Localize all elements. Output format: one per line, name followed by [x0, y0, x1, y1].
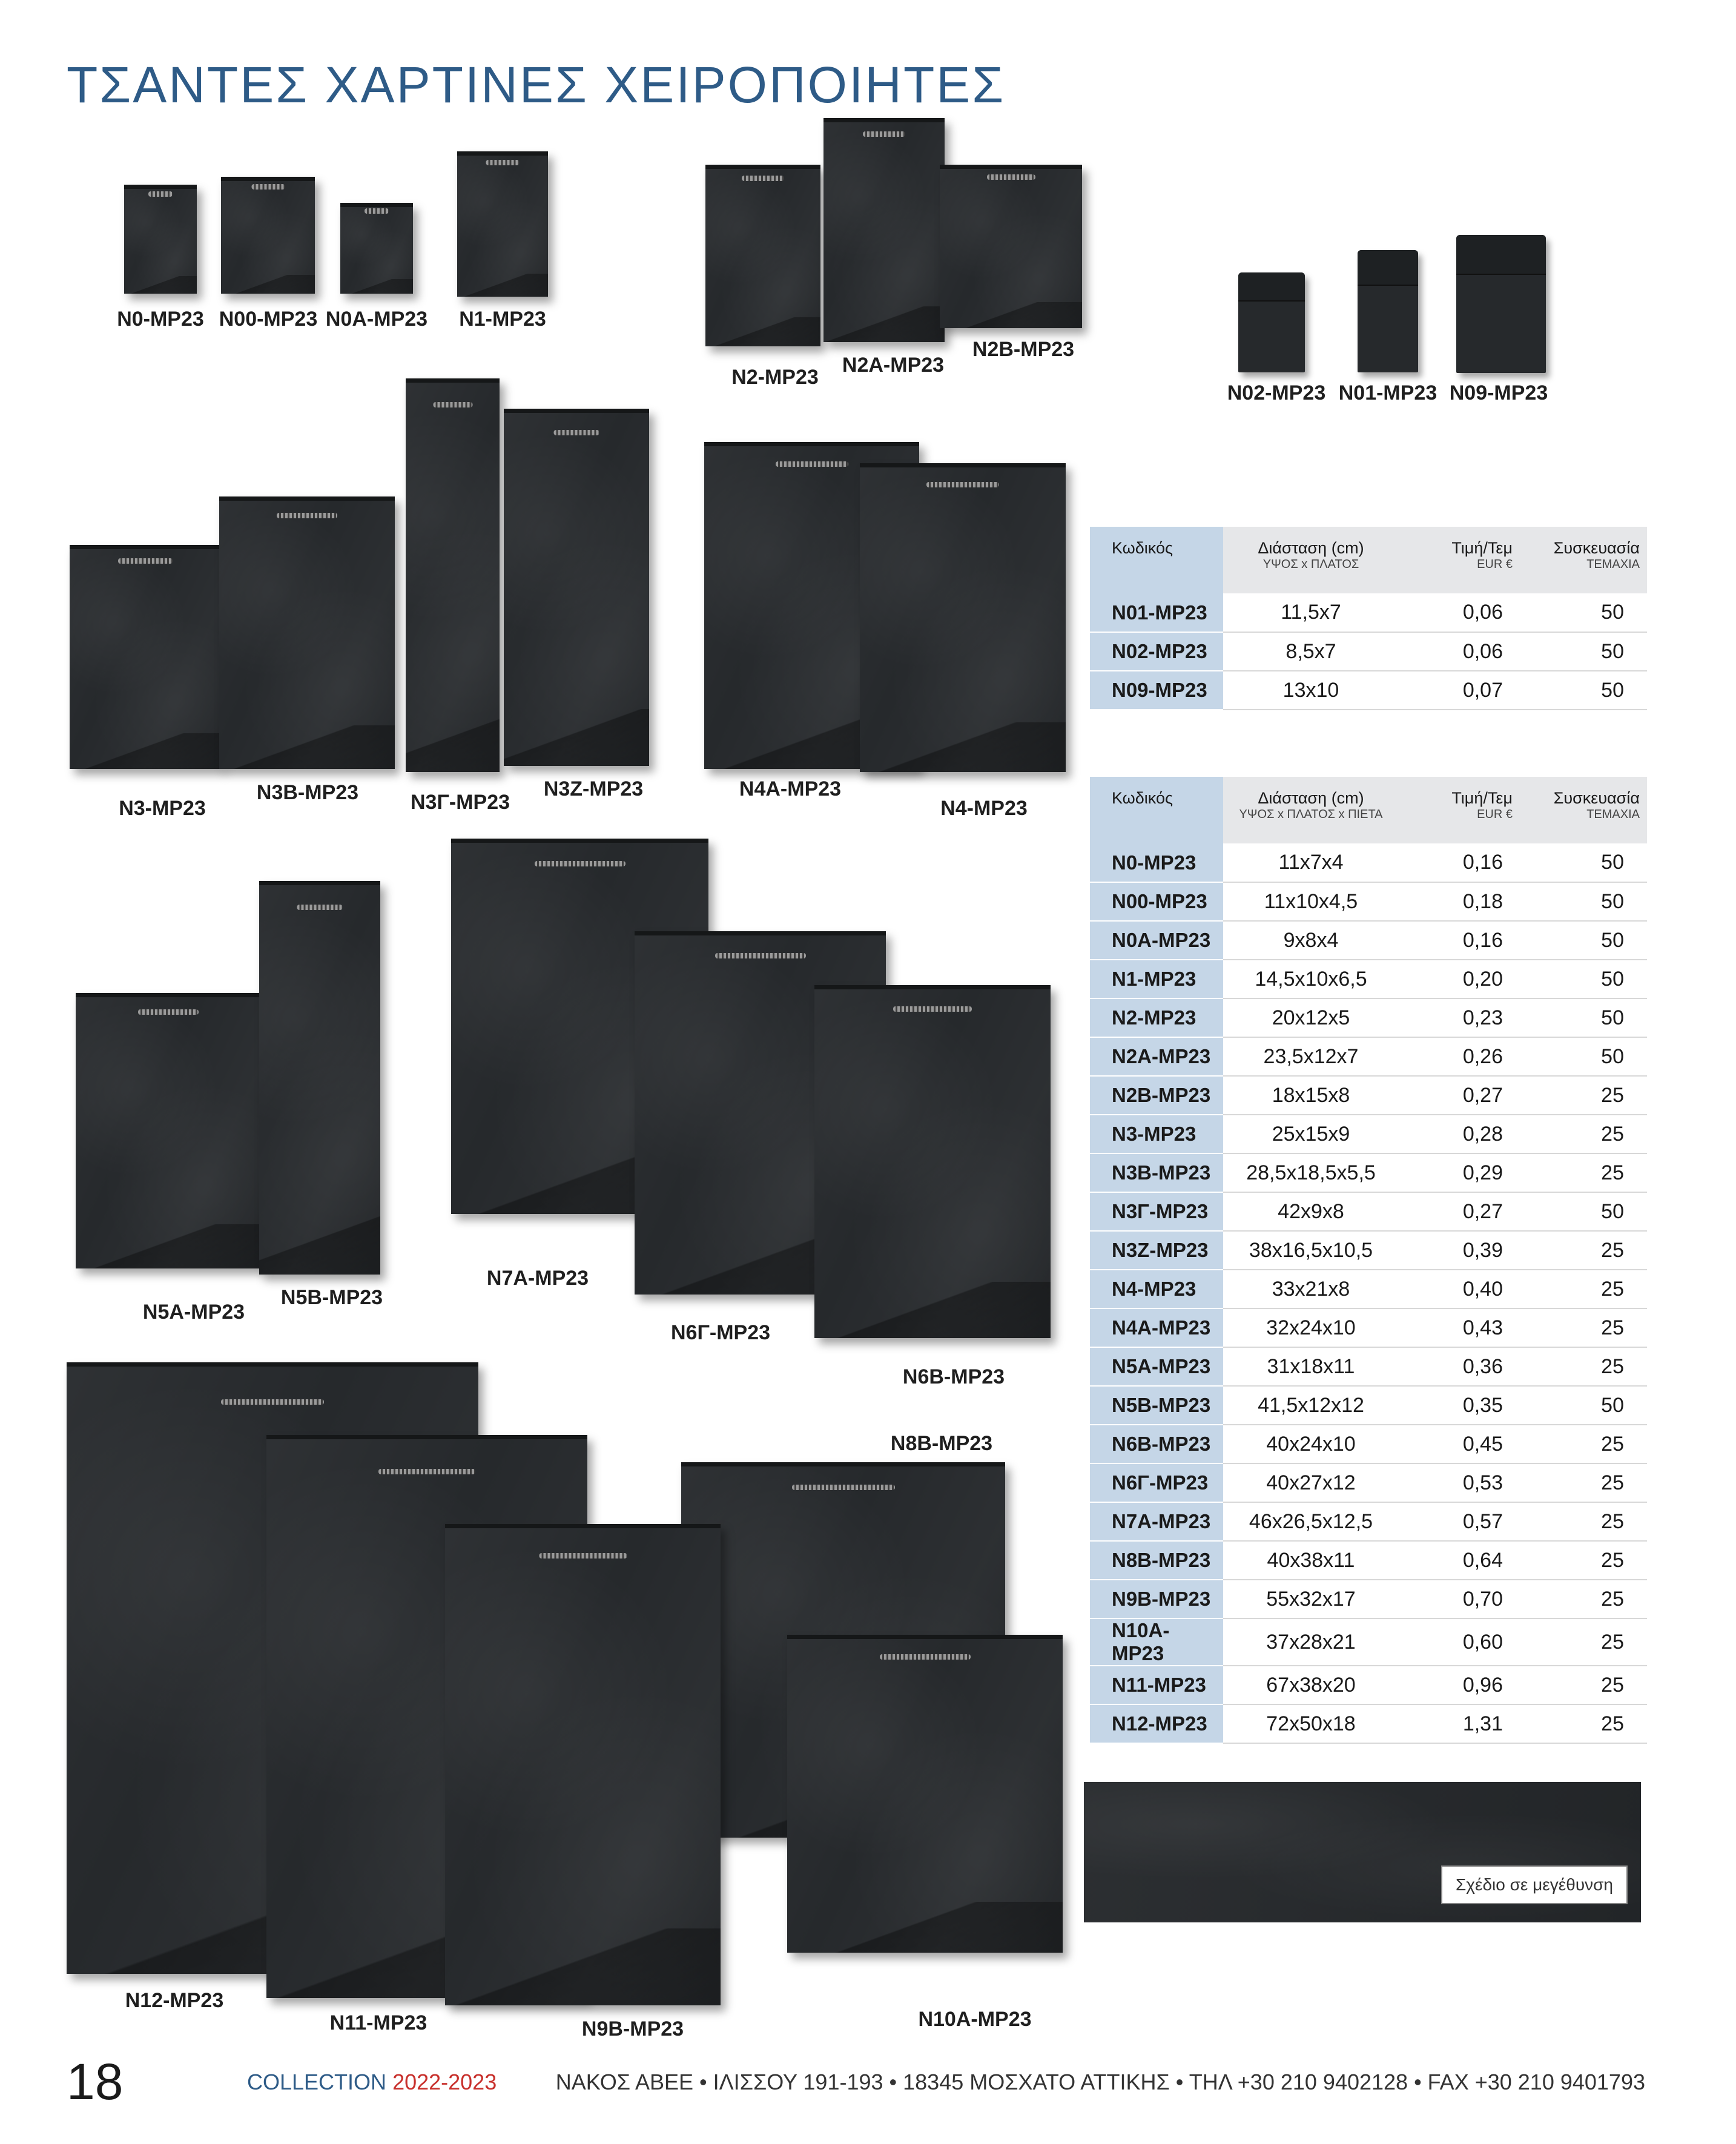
col-header-pack — [1520, 777, 1647, 843]
cell-price: 0,40 — [1399, 1270, 1520, 1308]
cell-price: 0,29 — [1399, 1153, 1520, 1192]
table-row — [1090, 1076, 1647, 1115]
price-header-label: Τιμή/Τεμ — [1451, 539, 1513, 557]
dimension-header-label: Διάσταση (cm) — [1258, 539, 1364, 557]
cell-code: N12-MP23 — [1090, 1704, 1223, 1743]
table-row — [1090, 671, 1647, 710]
cell-dimension: 20x12x5 — [1223, 998, 1399, 1037]
col-header-code: Κωδικός — [1090, 777, 1223, 843]
cell-code: N7A-MP23 — [1090, 1502, 1223, 1541]
product-label: N7A-MP23 — [486, 1267, 589, 1290]
cell-pack: 50 — [1520, 921, 1647, 960]
product-label: N3Z-MP23 — [543, 777, 644, 800]
cell-code: N3Z-MP23 — [1090, 1231, 1223, 1270]
footer-collection — [247, 2070, 497, 2095]
cell-pack: 50 — [1520, 1192, 1647, 1231]
cell-pack: 25 — [1520, 1347, 1647, 1386]
cell-price: 0,45 — [1399, 1425, 1520, 1463]
product-label: N2B-MP23 — [972, 338, 1075, 361]
cell-code: N5B-MP23 — [1090, 1386, 1223, 1425]
cell-price: 0,06 — [1399, 593, 1520, 632]
cell-price: 0,36 — [1399, 1347, 1520, 1386]
cell-code: N3Γ-MP23 — [1090, 1192, 1223, 1231]
product-label: N00-MP23 — [219, 308, 318, 331]
bag-n3z-image — [504, 409, 649, 766]
product-label: N02-MP23 — [1227, 381, 1326, 404]
col-header-price — [1399, 527, 1520, 593]
cell-dimension: 40x24x10 — [1223, 1425, 1399, 1463]
table-row — [1090, 1115, 1647, 1153]
table-row — [1090, 632, 1647, 671]
bag-n3g-image — [406, 378, 500, 772]
col-header-code: Κωδικός — [1090, 527, 1223, 593]
cell-dimension: 13x10 — [1223, 671, 1399, 710]
col-header-dimension — [1223, 777, 1399, 843]
cell-price: 0,07 — [1399, 671, 1520, 710]
cell-dimension: 28,5x18,5x5,5 — [1223, 1153, 1399, 1192]
table-header-row — [1090, 777, 1647, 843]
cell-price: 0,26 — [1399, 1037, 1520, 1076]
product-label: N3B-MP23 — [256, 781, 359, 804]
product-label: N01-MP23 — [1338, 381, 1437, 404]
product-label: N6B-MP23 — [902, 1365, 1005, 1388]
cell-dimension: 9x8x4 — [1223, 921, 1399, 960]
cell-pack: 50 — [1520, 843, 1647, 882]
cell-price: 0,27 — [1399, 1192, 1520, 1231]
cell-code: N3-MP23 — [1090, 1115, 1223, 1153]
bag-n5a-image — [76, 993, 260, 1268]
table-row — [1090, 1308, 1647, 1347]
table-row — [1090, 1502, 1647, 1541]
page-title: ΤΣΑΝΤΕΣ ΧΑΡΤΙΝΕΣ ΧΕΙΡΟΠΟΙΗΤΕΣ — [67, 56, 1006, 113]
cell-pack: 25 — [1520, 1425, 1647, 1463]
cell-code: N6Γ-MP23 — [1090, 1463, 1223, 1502]
table-row — [1090, 921, 1647, 960]
cell-code: N2-MP23 — [1090, 998, 1223, 1037]
cell-pack: 25 — [1520, 1541, 1647, 1580]
product-label: N1-MP23 — [459, 308, 546, 331]
table-row — [1090, 1347, 1647, 1386]
bag-n10a-image — [787, 1635, 1063, 1953]
cell-code: N2A-MP23 — [1090, 1037, 1223, 1076]
bag-n4-image — [860, 463, 1066, 772]
envelope-n09-image — [1456, 235, 1546, 373]
bag-n3-image — [70, 545, 221, 769]
cell-code: N00-MP23 — [1090, 882, 1223, 921]
col-header-pack — [1520, 527, 1647, 593]
cell-pack: 50 — [1520, 1386, 1647, 1425]
bag-n2-image — [705, 165, 820, 346]
cell-price: 0,06 — [1399, 632, 1520, 671]
table-row — [1090, 593, 1647, 632]
product-label: N11-MP23 — [329, 2011, 427, 2034]
table-row — [1090, 1231, 1647, 1270]
cell-price: 0,57 — [1399, 1502, 1520, 1541]
bag-n2b-image — [940, 165, 1082, 328]
price-table-envelopes — [1090, 527, 1647, 710]
product-label: N0-MP23 — [117, 308, 204, 331]
cell-code: N3B-MP23 — [1090, 1153, 1223, 1192]
pack-header-sub: ΤΕΜΑΧΙΑ — [1586, 558, 1640, 571]
table-row — [1090, 1425, 1647, 1463]
collection-label: COLLECTION — [247, 2070, 387, 2094]
cell-pack: 25 — [1520, 1666, 1647, 1704]
cell-code: N4A-MP23 — [1090, 1308, 1223, 1347]
cell-dimension: 31x18x11 — [1223, 1347, 1399, 1386]
cell-dimension: 38x16,5x10,5 — [1223, 1231, 1399, 1270]
cell-pack: 25 — [1520, 1580, 1647, 1618]
cell-code: N9B-MP23 — [1090, 1580, 1223, 1618]
cell-dimension: 46x26,5x12,5 — [1223, 1502, 1399, 1541]
cell-dimension: 18x15x8 — [1223, 1076, 1399, 1115]
table-row — [1090, 1386, 1647, 1425]
bag-n2a-image — [823, 118, 945, 342]
col-header-price — [1399, 777, 1520, 843]
cell-dimension: 11x10x4,5 — [1223, 882, 1399, 921]
product-label: N2-MP23 — [731, 366, 819, 389]
table-row — [1090, 1618, 1647, 1666]
cell-price: 1,31 — [1399, 1704, 1520, 1743]
product-label: N6Γ-MP23 — [670, 1321, 771, 1344]
bag-n3b-image — [219, 496, 395, 769]
cell-price: 0,43 — [1399, 1308, 1520, 1347]
envelope-n02-image — [1238, 272, 1305, 372]
cell-price: 0,28 — [1399, 1115, 1520, 1153]
cell-pack: 50 — [1520, 998, 1647, 1037]
footer-address: ΝΑΚΟΣ ΑΒΕΕ • ΙΛΙΣΣΟΥ 191-193 • 18345 ΜΟΣΧΑΤΟ ΑΤΤΙΚΗΣ • ΤΗΛ +30 210 9402128 • FAX +30 210 9401793 — [555, 2070, 1645, 2094]
pattern-zoom-button[interactable]: Σχέδιο σε μεγέθυνση — [1441, 1865, 1628, 1904]
cell-pack: 25 — [1520, 1463, 1647, 1502]
cell-pack: 50 — [1520, 593, 1647, 632]
product-label: N10A-MP23 — [918, 2008, 1032, 2031]
cell-code: N2B-MP23 — [1090, 1076, 1223, 1115]
cell-code: N0A-MP23 — [1090, 921, 1223, 960]
cell-code: N8B-MP23 — [1090, 1541, 1223, 1580]
cell-dimension: 33x21x8 — [1223, 1270, 1399, 1308]
bag-n0-image — [124, 185, 197, 294]
cell-code: N01-MP23 — [1090, 593, 1223, 632]
bag-n00-image — [221, 177, 315, 294]
product-label: N3-MP23 — [119, 797, 206, 820]
table-row — [1090, 1541, 1647, 1580]
table-row — [1090, 882, 1647, 921]
cell-dimension: 42x9x8 — [1223, 1192, 1399, 1231]
table-row — [1090, 1192, 1647, 1231]
cell-price: 0,70 — [1399, 1580, 1520, 1618]
table-row — [1090, 1153, 1647, 1192]
price-header-label: Τιμή/Τεμ — [1451, 789, 1513, 807]
pattern-swatch — [1084, 1782, 1641, 1922]
cell-code: N11-MP23 — [1090, 1666, 1223, 1704]
cell-code: N4-MP23 — [1090, 1270, 1223, 1308]
cell-pack: 50 — [1520, 1037, 1647, 1076]
table-row — [1090, 960, 1647, 998]
dimension-header-label: Διάσταση (cm) — [1258, 789, 1364, 807]
cell-dimension: 67x38x20 — [1223, 1666, 1399, 1704]
cell-dimension: 8,5x7 — [1223, 632, 1399, 671]
page-number: 18 — [67, 2053, 124, 2110]
pack-header-label: Συσκευασία — [1553, 539, 1640, 557]
cell-code: N1-MP23 — [1090, 960, 1223, 998]
product-label: N2A-MP23 — [842, 354, 945, 377]
price-header-sub: EUR € — [1477, 808, 1513, 821]
bag-n5b-image — [259, 881, 380, 1275]
cell-code: N6B-MP23 — [1090, 1425, 1223, 1463]
cell-pack: 25 — [1520, 1618, 1647, 1666]
cell-price: 0,23 — [1399, 998, 1520, 1037]
cell-pack: 25 — [1520, 1270, 1647, 1308]
product-label: N5A-MP23 — [142, 1301, 245, 1324]
bag-n9b-image — [445, 1524, 721, 2005]
cell-price: 0,20 — [1399, 960, 1520, 998]
cell-dimension: 11x7x4 — [1223, 843, 1399, 882]
bag-n1-image — [457, 151, 548, 297]
cell-pack: 25 — [1520, 1308, 1647, 1347]
table-row — [1090, 1666, 1647, 1704]
cell-pack: 50 — [1520, 960, 1647, 998]
product-label: N9B-MP23 — [581, 2017, 684, 2040]
cell-dimension: 37x28x21 — [1223, 1618, 1399, 1666]
cell-price: 0,53 — [1399, 1463, 1520, 1502]
col-header-dimension — [1223, 527, 1399, 593]
bag-n6b-image — [814, 985, 1051, 1338]
pack-header-label: Συσκευασία — [1553, 789, 1640, 807]
product-label: N0A-MP23 — [325, 308, 428, 331]
cell-dimension: 55x32x17 — [1223, 1580, 1399, 1618]
product-label: N4A-MP23 — [739, 777, 842, 800]
cell-dimension: 25x15x9 — [1223, 1115, 1399, 1153]
collection-years: 2022-2023 — [392, 2070, 497, 2094]
product-label: N09-MP23 — [1449, 381, 1548, 404]
table-row — [1090, 1463, 1647, 1502]
cell-price: 0,16 — [1399, 843, 1520, 882]
cell-price: 0,60 — [1399, 1618, 1520, 1666]
cell-code: N10A-MP23 — [1090, 1618, 1223, 1666]
cell-dimension: 72x50x18 — [1223, 1704, 1399, 1743]
cell-pack: 25 — [1520, 1704, 1647, 1743]
cell-pack: 50 — [1520, 882, 1647, 921]
cell-dimension: 23,5x12x7 — [1223, 1037, 1399, 1076]
cell-code: N5A-MP23 — [1090, 1347, 1223, 1386]
table-row — [1090, 1270, 1647, 1308]
cell-dimension: 40x38x11 — [1223, 1541, 1399, 1580]
cell-dimension: 40x27x12 — [1223, 1463, 1399, 1502]
cell-price: 0,18 — [1399, 882, 1520, 921]
product-label: N8B-MP23 — [890, 1432, 993, 1455]
table-row — [1090, 1704, 1647, 1743]
cell-price: 0,16 — [1399, 921, 1520, 960]
cell-price: 0,35 — [1399, 1386, 1520, 1425]
cell-dimension: 11,5x7 — [1223, 593, 1399, 632]
cell-code: N02-MP23 — [1090, 632, 1223, 671]
dimension-header-sub: ΥΨΟΣ x ΠΛΑΤΟΣ x ΠΙΕΤΑ — [1239, 808, 1383, 821]
cell-price: 0,27 — [1399, 1076, 1520, 1115]
cell-price: 0,96 — [1399, 1666, 1520, 1704]
table-row — [1090, 1037, 1647, 1076]
product-label: N4-MP23 — [940, 797, 1028, 820]
table-row — [1090, 1580, 1647, 1618]
cell-code: N0-MP23 — [1090, 843, 1223, 882]
product-label: N3Γ-MP23 — [410, 791, 510, 814]
cell-pack: 25 — [1520, 1076, 1647, 1115]
cell-code: N09-MP23 — [1090, 671, 1223, 710]
table-row — [1090, 998, 1647, 1037]
cell-pack: 50 — [1520, 671, 1647, 710]
price-table-bags — [1090, 777, 1647, 1744]
cell-dimension: 14,5x10x6,5 — [1223, 960, 1399, 998]
bag-n0a-image — [340, 203, 413, 294]
cell-pack: 25 — [1520, 1115, 1647, 1153]
cell-price: 0,64 — [1399, 1541, 1520, 1580]
envelope-n01-image — [1358, 250, 1418, 372]
dimension-header-sub: ΥΨΟΣ x ΠΛΑΤΟΣ — [1262, 558, 1359, 571]
cell-dimension: 32x24x10 — [1223, 1308, 1399, 1347]
cell-pack: 50 — [1520, 632, 1647, 671]
product-label: N5B-MP23 — [280, 1286, 383, 1309]
table-row — [1090, 843, 1647, 882]
cell-dimension: 41,5x12x12 — [1223, 1386, 1399, 1425]
cell-pack: 25 — [1520, 1231, 1647, 1270]
price-header-sub: EUR € — [1477, 558, 1513, 571]
pack-header-sub: ΤΕΜΑΧΙΑ — [1586, 808, 1640, 821]
table-header-row — [1090, 527, 1647, 593]
product-label: N12-MP23 — [125, 1989, 224, 2012]
cell-pack: 25 — [1520, 1502, 1647, 1541]
cell-price: 0,39 — [1399, 1231, 1520, 1270]
cell-pack: 25 — [1520, 1153, 1647, 1192]
